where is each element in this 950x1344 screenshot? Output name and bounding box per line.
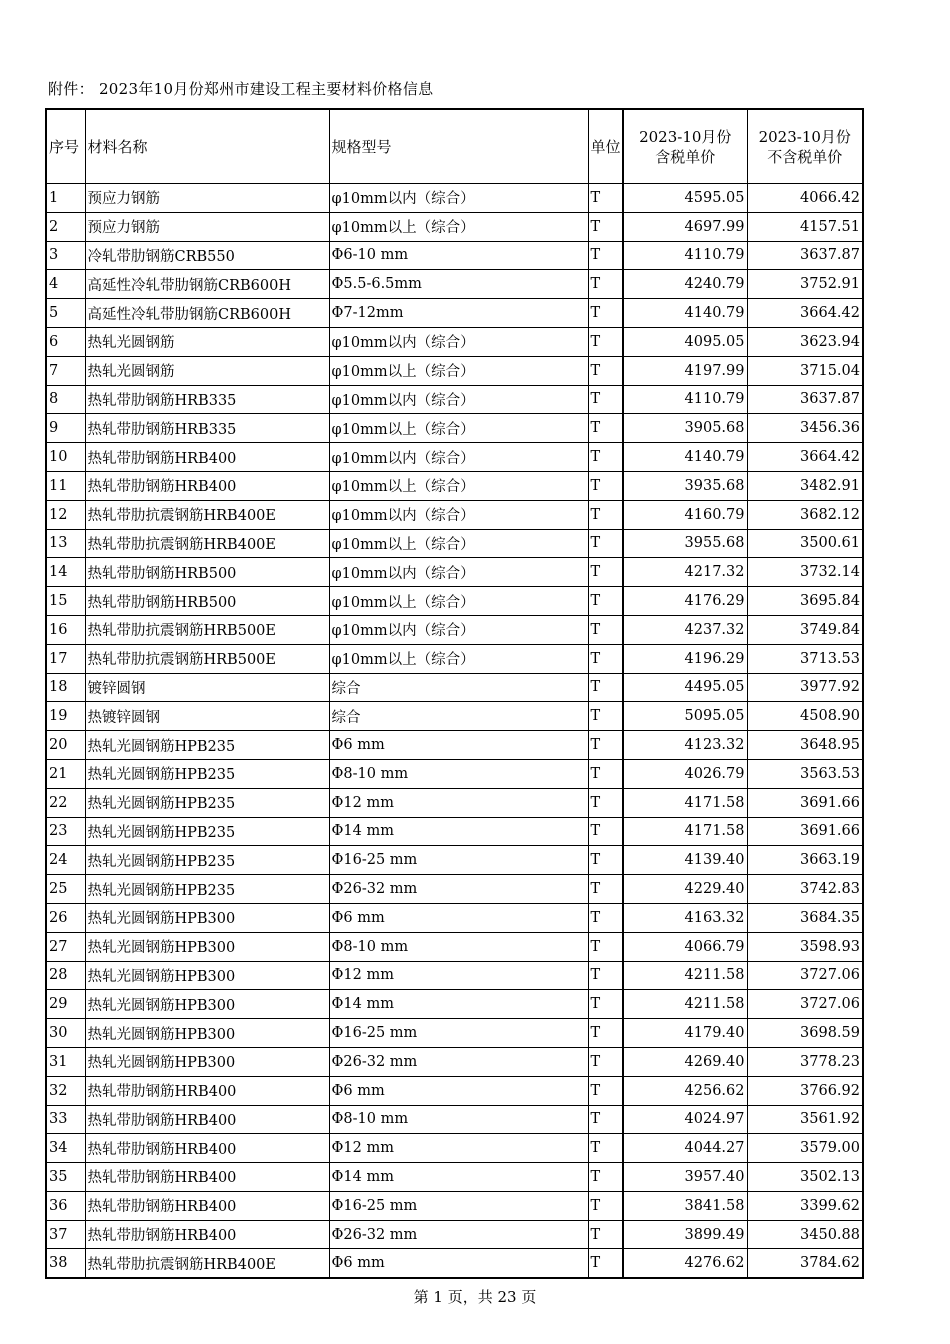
cell-spec: Φ14 mm: [329, 990, 588, 1019]
cell-spec: φ10mm以上（综合）: [329, 356, 588, 385]
table-row: [46, 356, 863, 385]
cell-seq: 27: [46, 932, 85, 961]
table-row: [46, 443, 863, 472]
cell-seq: 17: [46, 644, 85, 673]
cell-price-without-tax: 4157.51: [747, 212, 863, 241]
cell-spec: Φ14 mm: [329, 817, 588, 846]
cell-material-name: 热轧带肋抗震钢筋HRB400E: [85, 1249, 329, 1278]
cell-material-name: 热轧光圆钢筋HPB235: [85, 817, 329, 846]
cell-seq: 16: [46, 615, 85, 644]
header-spec: 规格型号: [329, 109, 588, 184]
cell-unit: T: [588, 529, 623, 558]
cell-seq: 25: [46, 875, 85, 904]
cell-seq: 28: [46, 961, 85, 990]
cell-unit: T: [588, 558, 623, 587]
cell-price-with-tax: 3899.49: [623, 1220, 747, 1249]
cell-seq: 9: [46, 414, 85, 443]
table-row: [46, 471, 863, 500]
cell-price-with-tax: 4211.58: [623, 961, 747, 990]
table-row: [46, 1191, 863, 1220]
table-row: [46, 212, 863, 241]
cell-price-without-tax: 3742.83: [747, 875, 863, 904]
cell-seq: 22: [46, 788, 85, 817]
cell-price-without-tax: 3778.23: [747, 1047, 863, 1076]
table-row: [46, 615, 863, 644]
cell-price-without-tax: 3456.36: [747, 414, 863, 443]
cell-spec: Φ12 mm: [329, 961, 588, 990]
cell-seq: 32: [46, 1076, 85, 1105]
cell-price-without-tax: 3682.12: [747, 500, 863, 529]
cell-price-with-tax: 3841.58: [623, 1191, 747, 1220]
cell-price-without-tax: 3713.53: [747, 644, 863, 673]
cell-price-without-tax: 3663.19: [747, 846, 863, 875]
cell-spec: Φ26-32 mm: [329, 875, 588, 904]
cell-price-with-tax: 4217.32: [623, 558, 747, 587]
cell-spec: φ10mm以内（综合）: [329, 327, 588, 356]
cell-spec: φ10mm以内（综合）: [329, 385, 588, 414]
cell-price-with-tax: 4163.32: [623, 903, 747, 932]
cell-material-name: 热轧带肋钢筋HRB400: [85, 1076, 329, 1105]
table-row: [46, 1163, 863, 1192]
cell-price-without-tax: 3648.95: [747, 731, 863, 760]
table-row: [46, 587, 863, 616]
cell-spec: Φ16-25 mm: [329, 846, 588, 875]
footer-page-number: 1: [433, 1288, 443, 1306]
footer-suffix: 页: [516, 1288, 537, 1306]
cell-price-with-tax: 4197.99: [623, 356, 747, 385]
cell-material-name: 热轧带肋钢筋HRB400: [85, 1163, 329, 1192]
cell-material-name: 热轧光圆钢筋HPB300: [85, 1019, 329, 1048]
cell-material-name: 热轧光圆钢筋: [85, 356, 329, 385]
cell-spec: Φ6 mm: [329, 903, 588, 932]
cell-seq: 1: [46, 184, 85, 213]
cell-material-name: 热轧带肋钢筋HRB400: [85, 443, 329, 472]
table-row: [46, 702, 863, 731]
table-row: [46, 731, 863, 760]
cell-unit: T: [588, 414, 623, 443]
cell-unit: T: [588, 1191, 623, 1220]
cell-unit: T: [588, 443, 623, 472]
cell-spec: Φ7-12mm: [329, 299, 588, 328]
cell-price-without-tax: 3561.92: [747, 1105, 863, 1134]
cell-material-name: 热轧光圆钢筋HPB235: [85, 875, 329, 904]
cell-material-name: 热轧带肋钢筋HRB400: [85, 1105, 329, 1134]
cell-material-name: 热轧光圆钢筋HPB235: [85, 846, 329, 875]
cell-unit: T: [588, 1047, 623, 1076]
cell-spec: Φ8-10 mm: [329, 932, 588, 961]
cell-price-without-tax: 3784.62: [747, 1249, 863, 1278]
table-row: [46, 270, 863, 299]
cell-price-with-tax: 5095.05: [623, 702, 747, 731]
cell-price-without-tax: 3563.53: [747, 759, 863, 788]
cell-price-with-tax: 4171.58: [623, 788, 747, 817]
cell-material-name: 高延性冷轧带肋钢筋CRB600H: [85, 270, 329, 299]
cell-unit: T: [588, 817, 623, 846]
cell-price-without-tax: 3727.06: [747, 961, 863, 990]
header-unit: 单位: [588, 109, 623, 184]
table-row: [46, 327, 863, 356]
cell-unit: T: [588, 759, 623, 788]
cell-price-with-tax: 4140.79: [623, 443, 747, 472]
cell-unit: T: [588, 932, 623, 961]
cell-price-with-tax: 4160.79: [623, 500, 747, 529]
cell-unit: T: [588, 644, 623, 673]
cell-seq: 4: [46, 270, 85, 299]
cell-material-name: 热轧光圆钢筋HPB300: [85, 990, 329, 1019]
cell-spec: Φ8-10 mm: [329, 1105, 588, 1134]
cell-material-name: 热轧光圆钢筋HPB300: [85, 961, 329, 990]
cell-price-without-tax: 3695.84: [747, 587, 863, 616]
cell-material-name: 热轧光圆钢筋HPB300: [85, 932, 329, 961]
cell-unit: T: [588, 1105, 623, 1134]
cell-seq: 23: [46, 817, 85, 846]
cell-price-without-tax: 3500.61: [747, 529, 863, 558]
cell-unit: T: [588, 875, 623, 904]
cell-price-with-tax: 4139.40: [623, 846, 747, 875]
cell-spec: 综合: [329, 702, 588, 731]
cell-price-with-tax: 4237.32: [623, 615, 747, 644]
cell-price-without-tax: 3450.88: [747, 1220, 863, 1249]
cell-material-name: 热轧带肋抗震钢筋HRB500E: [85, 615, 329, 644]
table-row: [46, 932, 863, 961]
cell-seq: 31: [46, 1047, 85, 1076]
cell-seq: 24: [46, 846, 85, 875]
cell-spec: Φ16-25 mm: [329, 1191, 588, 1220]
cell-material-name: 预应力钢筋: [85, 212, 329, 241]
cell-spec: Φ12 mm: [329, 1134, 588, 1163]
cell-material-name: 热轧带肋抗震钢筋HRB400E: [85, 529, 329, 558]
cell-unit: T: [588, 1163, 623, 1192]
cell-spec: Φ26-32 mm: [329, 1220, 588, 1249]
cell-unit: T: [588, 702, 623, 731]
table-row: [46, 961, 863, 990]
cell-seq: 21: [46, 759, 85, 788]
cell-price-without-tax: 4066.42: [747, 184, 863, 213]
cell-seq: 10: [46, 443, 85, 472]
cell-spec: φ10mm以内（综合）: [329, 184, 588, 213]
cell-material-name: 热轧带肋钢筋HRB335: [85, 385, 329, 414]
cell-price-without-tax: 3752.91: [747, 270, 863, 299]
cell-material-name: 冷轧带肋钢筋CRB550: [85, 241, 329, 270]
cell-unit: T: [588, 1019, 623, 1048]
cell-price-without-tax: 3637.87: [747, 385, 863, 414]
cell-seq: 38: [46, 1249, 85, 1278]
table-header-row: [46, 109, 863, 184]
cell-material-name: 热轧光圆钢筋HPB300: [85, 903, 329, 932]
cell-material-name: 预应力钢筋: [85, 184, 329, 213]
cell-seq: 6: [46, 327, 85, 356]
header-price-without-tax-label: 不含税单价: [767, 147, 843, 166]
cell-price-with-tax: 4196.29: [623, 644, 747, 673]
cell-seq: 37: [46, 1220, 85, 1249]
table-row: [46, 529, 863, 558]
table-row: [46, 759, 863, 788]
cell-material-name: 热轧带肋抗震钢筋HRB500E: [85, 644, 329, 673]
cell-price-without-tax: 3598.93: [747, 932, 863, 961]
cell-price-with-tax: 4110.79: [623, 241, 747, 270]
cell-seq: 19: [46, 702, 85, 731]
cell-spec: φ10mm以上（综合）: [329, 529, 588, 558]
cell-price-without-tax: 3684.35: [747, 903, 863, 932]
table-row: [46, 1047, 863, 1076]
cell-price-without-tax: 3732.14: [747, 558, 863, 587]
cell-price-with-tax: 4256.62: [623, 1076, 747, 1105]
cell-unit: T: [588, 356, 623, 385]
cell-seq: 13: [46, 529, 85, 558]
cell-unit: T: [588, 587, 623, 616]
cell-price-with-tax: 4269.40: [623, 1047, 747, 1076]
cell-price-without-tax: 3664.42: [747, 299, 863, 328]
cell-spec: Φ16-25 mm: [329, 1019, 588, 1048]
cell-seq: 5: [46, 299, 85, 328]
cell-material-name: 热轧带肋钢筋HRB400: [85, 1220, 329, 1249]
cell-price-with-tax: 4595.05: [623, 184, 747, 213]
cell-price-with-tax: 4229.40: [623, 875, 747, 904]
table-row: [46, 241, 863, 270]
table-row: [46, 903, 863, 932]
table-row: [46, 1134, 863, 1163]
table-row: [46, 846, 863, 875]
cell-price-with-tax: 4066.79: [623, 932, 747, 961]
header-price-with-tax-label: 含税单价: [655, 147, 716, 166]
table-row: [46, 788, 863, 817]
cell-price-with-tax: 3957.40: [623, 1163, 747, 1192]
cell-unit: T: [588, 327, 623, 356]
cell-spec: Φ26-32 mm: [329, 1047, 588, 1076]
cell-unit: T: [588, 212, 623, 241]
table-row: [46, 1249, 863, 1278]
cell-seq: 36: [46, 1191, 85, 1220]
table-row: [46, 558, 863, 587]
table-body: [46, 184, 863, 1279]
cell-price-with-tax: 4495.05: [623, 673, 747, 702]
footer-prefix: 第: [413, 1288, 434, 1306]
cell-unit: T: [588, 615, 623, 644]
table-row: [46, 500, 863, 529]
cell-unit: T: [588, 241, 623, 270]
cell-unit: T: [588, 990, 623, 1019]
cell-price-with-tax: 4171.58: [623, 817, 747, 846]
cell-price-without-tax: 3579.00: [747, 1134, 863, 1163]
cell-unit: T: [588, 731, 623, 760]
cell-price-with-tax: 4697.99: [623, 212, 747, 241]
cell-spec: φ10mm以上（综合）: [329, 587, 588, 616]
cell-material-name: 热轧带肋钢筋HRB335: [85, 414, 329, 443]
cell-spec: Φ8-10 mm: [329, 759, 588, 788]
cell-unit: T: [588, 471, 623, 500]
cell-seq: 30: [46, 1019, 85, 1048]
cell-seq: 33: [46, 1105, 85, 1134]
header-material-name: 材料名称: [85, 109, 329, 184]
cell-spec: Φ14 mm: [329, 1163, 588, 1192]
cell-material-name: 热轧带肋抗震钢筋HRB400E: [85, 500, 329, 529]
cell-unit: T: [588, 788, 623, 817]
cell-price-without-tax: 3727.06: [747, 990, 863, 1019]
cell-price-without-tax: 3637.87: [747, 241, 863, 270]
page-title: 附件： 2023年10月份郑州市建设工程主要材料价格信息: [48, 80, 434, 98]
cell-spec: φ10mm以上（综合）: [329, 644, 588, 673]
cell-spec: Φ5.5-6.5mm: [329, 270, 588, 299]
footer-middle: 页，共: [442, 1288, 498, 1306]
cell-price-with-tax: 3955.68: [623, 529, 747, 558]
cell-material-name: 镀锌圆钢: [85, 673, 329, 702]
table-row: [46, 1105, 863, 1134]
cell-seq: 12: [46, 500, 85, 529]
cell-material-name: 热轧光圆钢筋: [85, 327, 329, 356]
header-price-without-tax-period: 2023-10月份: [758, 127, 851, 146]
cell-spec: Φ6-10 mm: [329, 241, 588, 270]
header-seq: 序号: [46, 109, 85, 184]
cell-material-name: 热轧带肋钢筋HRB400: [85, 1134, 329, 1163]
cell-material-name: 热镀锌圆钢: [85, 702, 329, 731]
table-row: [46, 644, 863, 673]
cell-material-name: 热轧带肋钢筋HRB500: [85, 558, 329, 587]
cell-seq: 14: [46, 558, 85, 587]
cell-unit: T: [588, 385, 623, 414]
cell-price-without-tax: 3482.91: [747, 471, 863, 500]
cell-price-with-tax: 4179.40: [623, 1019, 747, 1048]
cell-price-with-tax: 4240.79: [623, 270, 747, 299]
header-price-with-tax: [623, 109, 747, 184]
cell-spec: φ10mm以上（综合）: [329, 212, 588, 241]
cell-spec: 综合: [329, 673, 588, 702]
table-row: [46, 414, 863, 443]
cell-spec: Φ6 mm: [329, 1249, 588, 1278]
cell-material-name: 热轧光圆钢筋HPB300: [85, 1047, 329, 1076]
cell-spec: φ10mm以内（综合）: [329, 558, 588, 587]
cell-unit: T: [588, 1134, 623, 1163]
cell-unit: T: [588, 846, 623, 875]
table-row: [46, 1220, 863, 1249]
cell-unit: T: [588, 270, 623, 299]
cell-unit: T: [588, 903, 623, 932]
cell-material-name: 热轧光圆钢筋HPB235: [85, 788, 329, 817]
cell-material-name: 热轧光圆钢筋HPB235: [85, 759, 329, 788]
cell-price-without-tax: 3715.04: [747, 356, 863, 385]
table-row: [46, 184, 863, 213]
cell-price-with-tax: 4110.79: [623, 385, 747, 414]
cell-seq: 11: [46, 471, 85, 500]
cell-seq: 3: [46, 241, 85, 270]
cell-material-name: 热轧光圆钢筋HPB235: [85, 731, 329, 760]
cell-price-without-tax: 4508.90: [747, 702, 863, 731]
cell-price-without-tax: 3691.66: [747, 817, 863, 846]
cell-unit: T: [588, 1220, 623, 1249]
cell-seq: 35: [46, 1163, 85, 1192]
page-footer: [0, 1286, 950, 1307]
cell-unit: T: [588, 1076, 623, 1105]
table-row: [46, 817, 863, 846]
cell-seq: 20: [46, 731, 85, 760]
cell-unit: T: [588, 673, 623, 702]
cell-price-with-tax: 4140.79: [623, 299, 747, 328]
cell-price-without-tax: 3749.84: [747, 615, 863, 644]
cell-spec: φ10mm以内（综合）: [329, 443, 588, 472]
cell-seq: 2: [46, 212, 85, 241]
cell-price-without-tax: 3664.42: [747, 443, 863, 472]
cell-price-with-tax: 3935.68: [623, 471, 747, 500]
table-row: [46, 673, 863, 702]
cell-price-without-tax: 3399.62: [747, 1191, 863, 1220]
cell-seq: 15: [46, 587, 85, 616]
header-price-without-tax: [747, 109, 863, 184]
cell-unit: T: [588, 1249, 623, 1278]
cell-spec: Φ6 mm: [329, 1076, 588, 1105]
cell-price-without-tax: 3977.92: [747, 673, 863, 702]
cell-seq: 18: [46, 673, 85, 702]
footer-total-pages: 23: [497, 1288, 517, 1306]
table-row: [46, 385, 863, 414]
cell-unit: T: [588, 961, 623, 990]
cell-seq: 34: [46, 1134, 85, 1163]
cell-seq: 29: [46, 990, 85, 1019]
cell-price-without-tax: 3623.94: [747, 327, 863, 356]
cell-material-name: 热轧带肋钢筋HRB400: [85, 471, 329, 500]
cell-price-with-tax: 4211.58: [623, 990, 747, 1019]
cell-spec: Φ6 mm: [329, 731, 588, 760]
cell-unit: T: [588, 299, 623, 328]
cell-seq: 26: [46, 903, 85, 932]
cell-price-with-tax: 3905.68: [623, 414, 747, 443]
cell-price-with-tax: 4044.27: [623, 1134, 747, 1163]
cell-price-with-tax: 4095.05: [623, 327, 747, 356]
cell-price-without-tax: 3691.66: [747, 788, 863, 817]
table-row: [46, 875, 863, 904]
table-row: [46, 1076, 863, 1105]
cell-unit: T: [588, 184, 623, 213]
header-price-with-tax-period: 2023-10月份: [639, 127, 732, 146]
cell-spec: φ10mm以内（综合）: [329, 615, 588, 644]
cell-price-with-tax: 4024.97: [623, 1105, 747, 1134]
cell-price-with-tax: 4123.32: [623, 731, 747, 760]
cell-spec: φ10mm以内（综合）: [329, 500, 588, 529]
cell-seq: 8: [46, 385, 85, 414]
cell-price-with-tax: 4176.29: [623, 587, 747, 616]
cell-material-name: 热轧带肋钢筋HRB500: [85, 587, 329, 616]
cell-price-without-tax: 3766.92: [747, 1076, 863, 1105]
cell-price-without-tax: 3698.59: [747, 1019, 863, 1048]
table-row: [46, 990, 863, 1019]
cell-spec: Φ12 mm: [329, 788, 588, 817]
table-row: [46, 1019, 863, 1048]
cell-spec: φ10mm以上（综合）: [329, 414, 588, 443]
table-row: [46, 299, 863, 328]
cell-unit: T: [588, 500, 623, 529]
price-table: [45, 108, 864, 1279]
cell-spec: φ10mm以上（综合）: [329, 471, 588, 500]
cell-material-name: 高延性冷轧带肋钢筋CRB600H: [85, 299, 329, 328]
cell-material-name: 热轧带肋钢筋HRB400: [85, 1191, 329, 1220]
cell-price-with-tax: 4026.79: [623, 759, 747, 788]
cell-seq: 7: [46, 356, 85, 385]
cell-price-without-tax: 3502.13: [747, 1163, 863, 1192]
cell-price-with-tax: 4276.62: [623, 1249, 747, 1278]
